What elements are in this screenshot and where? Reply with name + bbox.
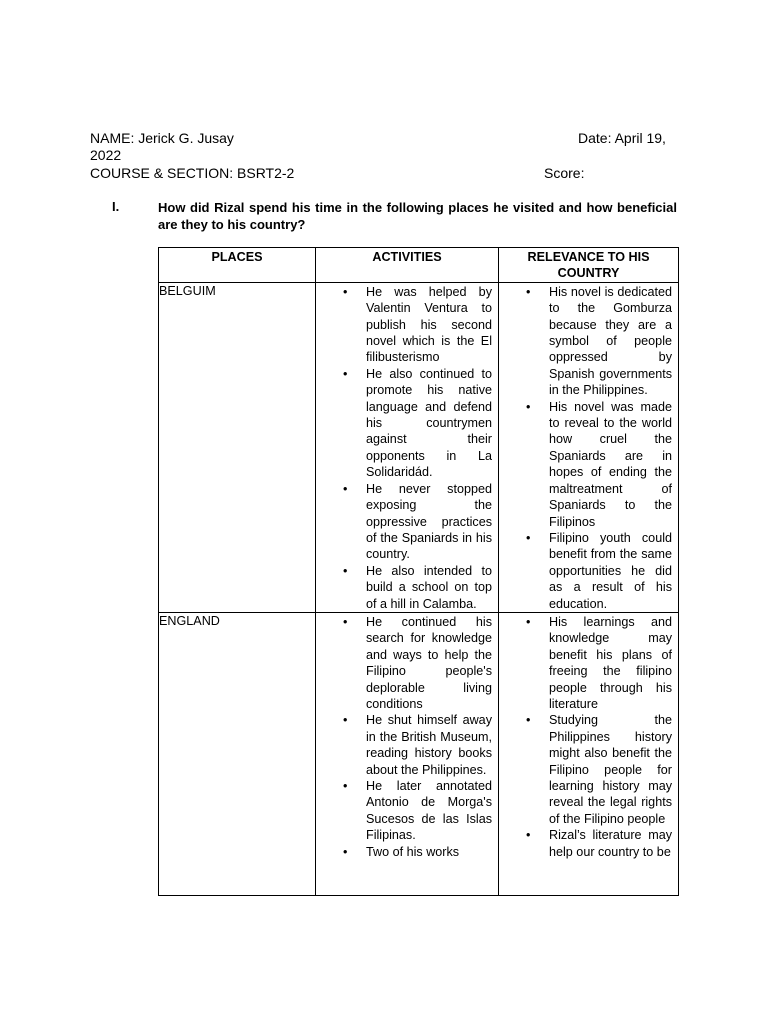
date-label: Date: April 19, [578,130,666,146]
list-item: • Two of his works [316,844,492,860]
place-cell: BELGUIM [159,282,316,612]
activities-cell [316,282,499,612]
list-item: • He continued his search for knowledge and ways to help the Filipino people's deplorable living conditions [316,614,492,712]
relevance-cell [499,282,679,612]
list-item: • His learnings and knowledge may benefit his plans of freeing the filipino people through his literature [499,614,672,712]
question-number: I. [112,199,120,214]
list-item: • Rizal’s literature may help our country to be [499,827,672,860]
list-item: • His novel was made to reveal to the world how cruel the Spaniards are in hopes of ending the maltreatment of Spaniards to the Filipinos [499,399,672,530]
places-table [158,247,679,896]
header-places: PLACES [159,248,316,283]
list-item: • He was helped by Valentin Ventura to publish his second novel which is the El filibusterismo [316,284,492,366]
list-item: • He also intended to build a school on top of a hill in Calamba. [316,563,492,612]
activities-cell [316,612,499,895]
table-row [159,282,679,612]
list-item: • He later annotated Antonio de Morga's Sucesos de las Islas Filipinas. [316,778,492,844]
place-cell [159,612,316,895]
list-item: • He never stopped exposing the oppressive practices of the Spaniards in his country. [316,481,492,563]
table-header-row [159,248,679,283]
question-text: How did Rizal spend his time in the following places he visited and how beneficial are they to his country? [158,200,677,232]
date-year: 2022 [90,147,122,163]
header-activities: ACTIVITIES [316,248,499,283]
relevance-cell [499,612,679,895]
score-label: Score: [544,165,585,181]
list-item: • Filipino youth could benefit from the same opportunities he did as a result of his education. [499,530,672,612]
place-text: ENGLAND [159,613,220,628]
list-item: • Studying the Philippines history might also benefit the Filipino people for learning history may reveal the legal rights of the Filipino people [499,712,672,827]
student-name: NAME: Jerick G. Jusay [90,130,234,146]
list-item: • He also continued to promote his native language and defend his countrymen against their opponents in La Solidaridád. [316,366,492,481]
table-row [159,612,679,895]
header-relevance: RELEVANCE TO HIS COUNTRY [499,248,679,283]
list-item: • He shut himself away in the British Museum, reading history books about the Philippines. [316,712,492,778]
list-item: • His novel is dedicated to the Gomburza because they are a symbol of people oppressed by Spanish governments in the Philippines. [499,284,672,399]
course-section: COURSE & SECTION: BSRT2-2 [90,165,295,181]
